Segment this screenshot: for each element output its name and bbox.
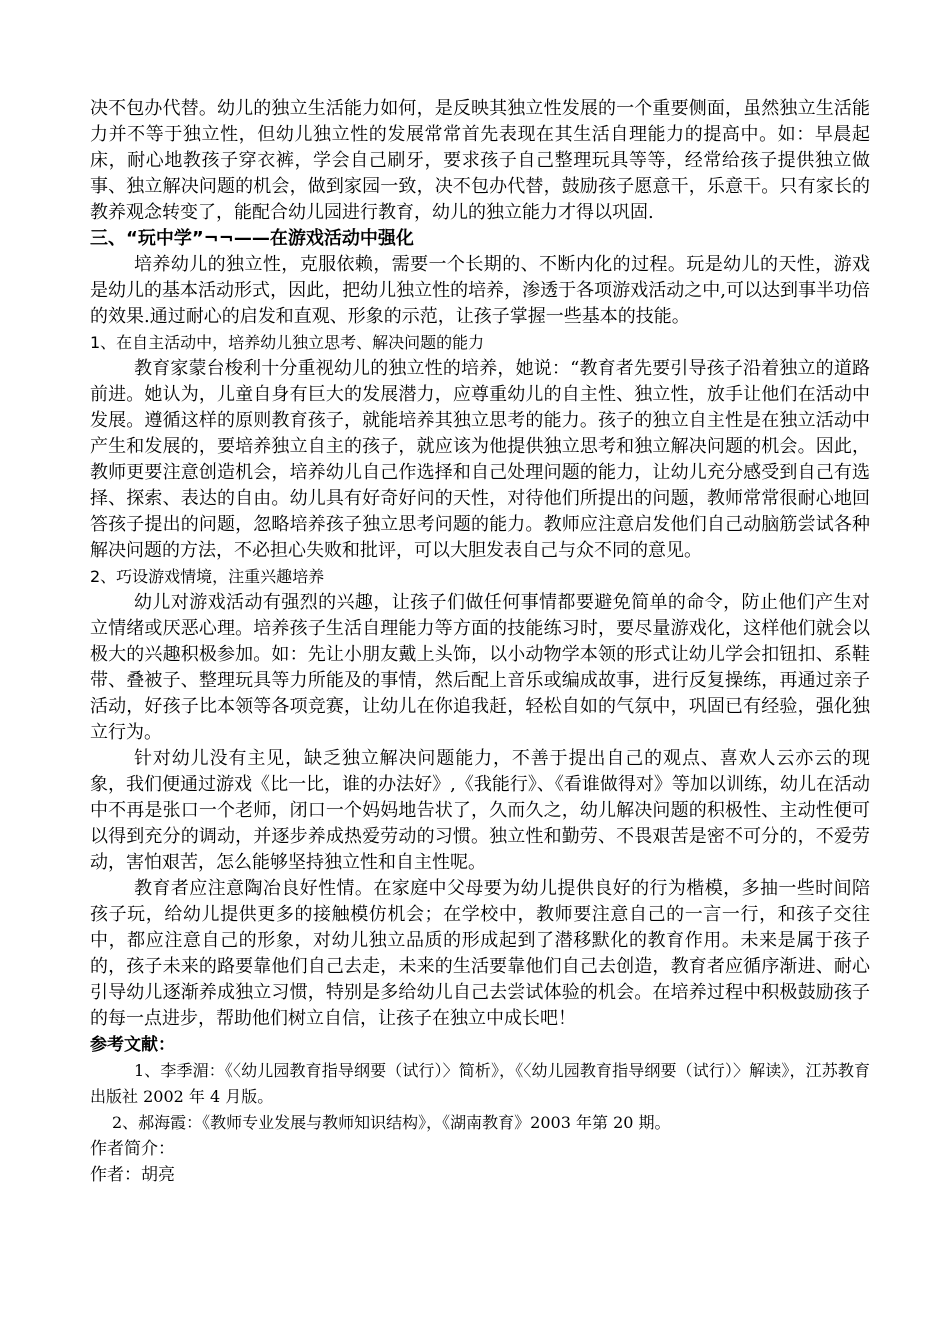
subsection-one-heading: 1、在自主活动中，培养幼儿独立思考、解决问题的能力 [90,333,485,352]
section-three-paragraph: 培养幼儿的独立性，克服依赖，需要一个长期的、不断内化的过程。玩是幼儿的天性，游戏是幼儿的基本活动形式，因此，把幼儿独立性的培养，渗透于各项游戏活动之中,可以达到事半功倍的效果.通过耐心的启发和直观、形象的示范，让孩子掌握一些基本的技能。 [90,254,870,327]
document-page [90,96,870,1188]
subsection-two-heading: 2、巧设游戏情境，注重兴趣培养 [90,567,325,586]
subsection-two-paragraph-3: 教育者应注意陶冶良好性情。在家庭中父母要为幼儿提供良好的行为楷模，多抽一些时间陪孩子玩，给幼儿提供更多的接触模仿机会；在学校中，教师要注意自己的一言一行，和孩子交往中，都应注意自己的形象，对幼儿独立品质的形成起到了潜移默化的教育作用。未来是属于孩子的，孩子未来的路要靠他们自己去走，未来的生活要靠他们自己去创造，教育者应循序渐进、耐心引导幼儿逐渐养成独立习惯，特别是多给幼儿自己去尝试体验的机会。在培养过程中积极鼓励孩子的每一点进步，帮助他们树立自信，让孩子在独立中成长吧！ [90,878,870,1029]
subsection-two-paragraph-2: 针对幼儿没有主见，缺乏独立解决问题能力，不善于提出自己的观点、喜欢人云亦云的现象，我们便通过游戏《比一比，谁的办法好》,《我能行》、《看谁做得对》等加以训练，幼儿在活动中不再是张口一个老师，闭口一个妈妈地告状了，久而久之，幼儿解决问题的积极性、主动性便可以得到充分的调动，并逐步养成热爱劳动的习惯。独立性和勤劳、不畏艰苦是密不可分的，不爱劳动，害怕艰苦，怎么能够坚持独立性和自主性呢。 [90,748,870,873]
author-intro-label: 作者简介： [90,1139,175,1159]
section-three-heading: 三、“玩中学”¬¬——在游戏活动中强化 [90,228,414,249]
subsection-one-paragraph: 教育家蒙台梭利十分重视幼儿的独立性的培养，她说：“教育者先要引导孩子沿着独立的道路前进。她认为，儿童自身有巨大的发展潜力，应尊重幼儿的自主性、独立性，放手让他们在活动中发展。遵循这样的原则教育孩子，就能培养其独立思考的能力。孩子的独立自主性是在独立活动中产生和发展的，要培养独立自主的孩子，就应该为他提供独立思考和独立解决问题的机会。因此，教师更要注意创造机会，培养幼儿自己作选择和自己处理问题的能力，让幼儿充分感受到自己有选择、探索、表达的自由。幼儿具有好奇好问的天性，对待他们所提出的问题，教师常常很耐心地回答孩子提出的问题，忽略培养孩子独立思考问题的能力。教师应注意启发他们自己动脑筋尝试各种解决问题的方法，不必担心失败和批评，可以大胆发表自己与众不同的意见。 [90,358,870,561]
reference-item-1: 1、李季湄：《〈幼儿园教育指导纲要（试行）〉简析》，《〈幼儿园教育指导纲要（试行）〉解读》，江苏教育出版社 2002 年 4 月版。 [90,1061,870,1106]
subsection-two-paragraph-1: 幼儿对游戏活动有强烈的兴趣，让孩子们做任何事情都要避免简单的命令，防止他们产生对立情绪或厌恶心理。培养孩子生活自理能力等方面的技能练习时，要尽量游戏化，这样他们就会以极大的兴趣积极参加。如：先让小朋友戴上头饰，以小动物学本领的形式让幼儿学会扣钮扣、系鞋带、叠被子、整理玩具等力所能及的事情，然后配上音乐或编成故事，进行反复操练，再通过亲子活动，好孩子比本领等各项竞赛，让幼儿在你追我赶，轻松自如的气氛中，巩固已有经验，强化独立行为。 [90,592,870,743]
reference-item-2: 2、郝海霞：《教师专业发展与教师知识结构》，《湖南教育》2003 年第 20 期。 [112,1113,671,1132]
references-heading: 参考文献： [90,1035,175,1055]
author-name: 作者：胡亮 [90,1165,175,1185]
intro-paragraph: 决不包办代替。幼儿的独立生活能力如何，是反映其独立性发展的一个重要侧面，虽然独立生活能力并不等于独立性，但幼儿独立性的发展常常首先表现在其生活自理能力的提高中。如：早晨起床，耐心地教孩子穿衣裤，学会自己刷牙，要求孩子自己整理玩具等等，经常给孩子提供独立做事、独立解决问题的机会，做到家园一致，决不包办代替，鼓励孩子愿意干，乐意干。只有家长的教养观念转变了，能配合幼儿园进行教育，幼儿的独立能力才得以巩固. [90,98,870,223]
